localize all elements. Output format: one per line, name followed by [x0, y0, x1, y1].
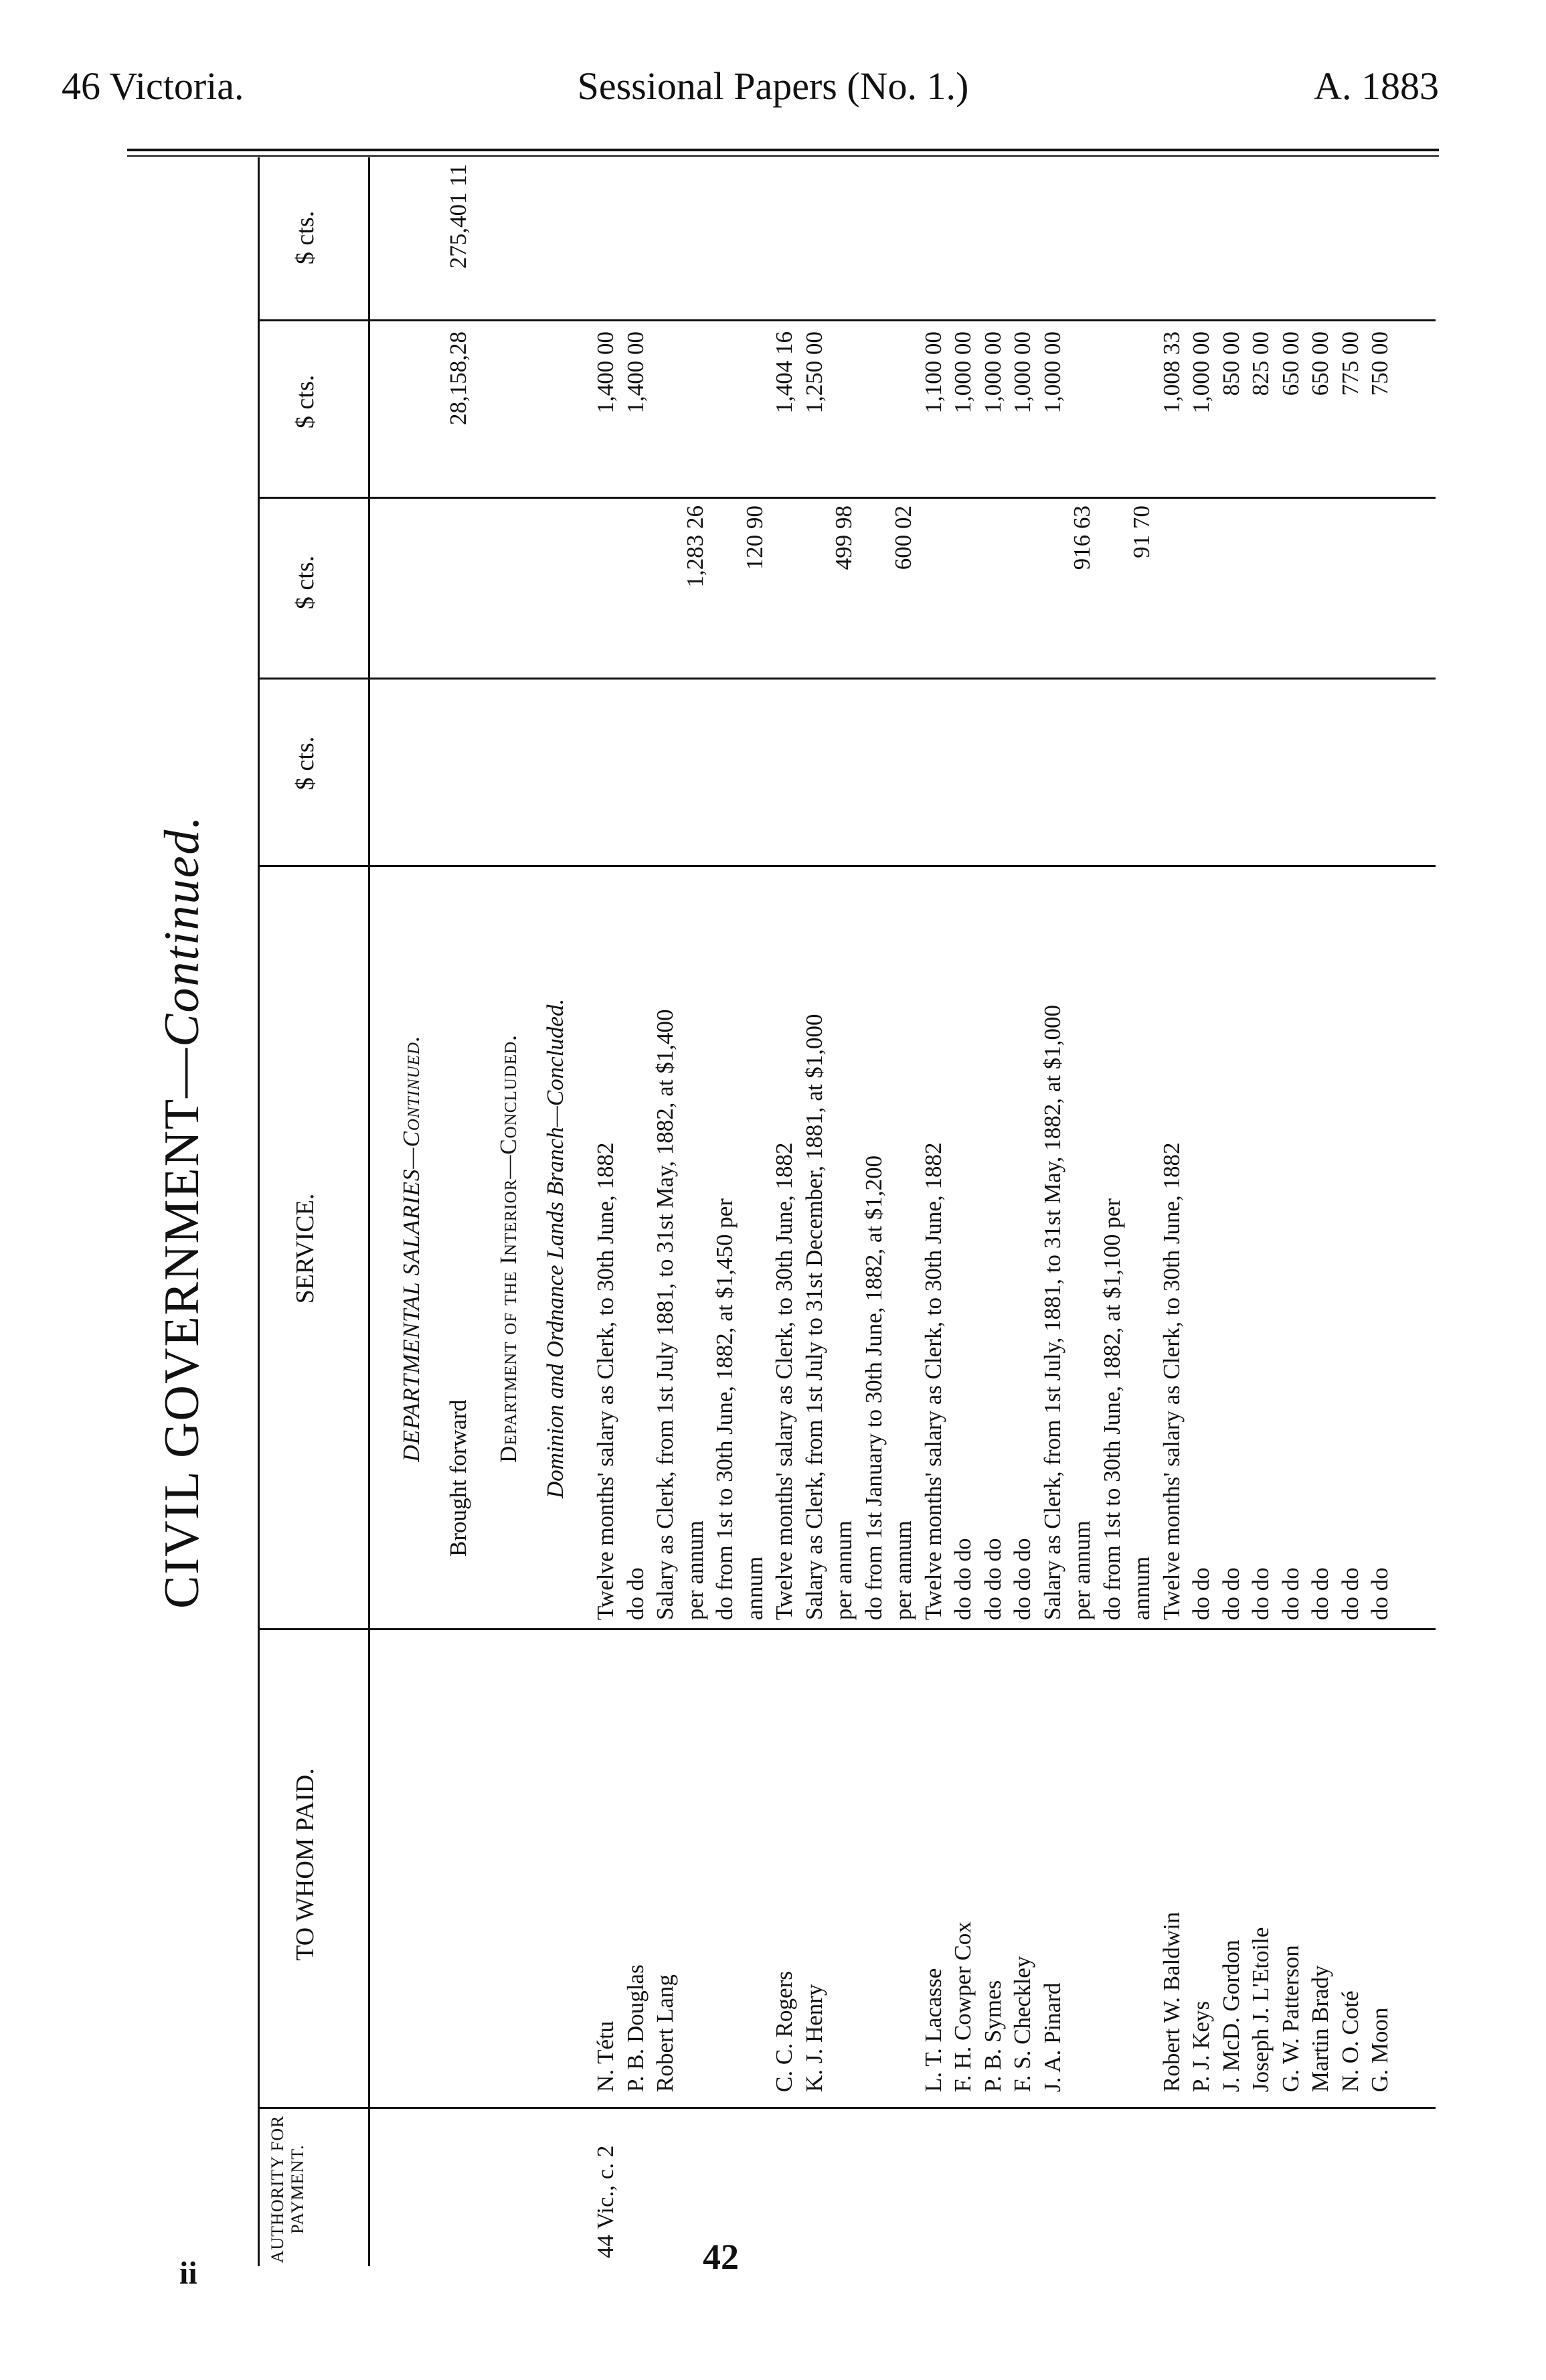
payee-cell: K. J. Henry: [800, 1984, 827, 2092]
table-row: [1248, 157, 1277, 2266]
payee-cell: J. McD. Gordon: [1217, 1939, 1244, 2092]
table-row: [950, 157, 979, 2266]
table-row: [980, 157, 1009, 2266]
payee-cell: F. S. Checkley: [1009, 1956, 1035, 2092]
payee-cell: N. O. Coté: [1337, 1990, 1363, 2092]
table-row: [1367, 157, 1396, 2266]
top-border: [258, 157, 260, 2266]
service-cell: Salary as Clerk, from 1st July, 1881, to 31st May, 1882, at $1,000: [1039, 1005, 1065, 1620]
table-row: [652, 157, 681, 2266]
table-row: [861, 157, 890, 2266]
section-branch: [542, 157, 572, 2266]
amount-3-cell: 1,000 00: [979, 331, 1006, 414]
payee-cell: F. H. Cowper Cox: [950, 1921, 976, 2092]
amount-3-cell: 650 00: [1277, 331, 1304, 396]
header-left: 46 Victoria.: [62, 64, 244, 108]
column-divider: [258, 1628, 1436, 1630]
page-number: 42: [703, 2237, 739, 2277]
amount-2-cell: 91 70: [1128, 505, 1154, 558]
payee-cell: L. T. Lacasse: [920, 1968, 946, 2092]
amount-3-cell: 1,404 16: [771, 331, 797, 414]
table-row: [1188, 157, 1217, 2266]
service-cell: Twelve months' salary as Clerk, to 30th June, 1882: [592, 1142, 618, 1620]
amount-2-cell: 916 63: [1069, 505, 1095, 570]
payee-cell: C. C. Rogers: [771, 1971, 797, 2092]
payee-cell: Joseph J. L'Etoile: [1248, 1927, 1274, 2092]
table-row: [1337, 157, 1367, 2266]
service-cell: do do: [622, 1567, 649, 1620]
col-to-whom-paid: TO WHOM PAID.: [291, 1768, 319, 1961]
service-cell: per annum: [890, 1520, 916, 1620]
table-row: [711, 157, 741, 2266]
table-row: [1307, 157, 1337, 2266]
column-divider: [258, 865, 1436, 867]
payee-cell: N. Tétu: [592, 2020, 618, 2092]
table-row: [771, 157, 800, 2266]
service-cell: Salary as Clerk, from 1st July to 31st December, 1881, at $1,000: [800, 1014, 827, 1620]
payee-cell: P. B. Douglas: [622, 1964, 649, 2092]
col-amount-2: $ cts.: [291, 555, 319, 610]
amount-2-cell: 120 90: [741, 505, 768, 570]
col-authority: AUTHORITY FOR PAYMENT.: [268, 2115, 307, 2264]
service-cell: Twelve months' salary as Clerk, to 30th June, 1882: [920, 1142, 946, 1620]
amount-3-cell: 750 00: [1367, 331, 1393, 396]
service-cell: per annum: [831, 1520, 857, 1620]
table-row: [1158, 157, 1188, 2266]
amount-3-cell: 1,000 00: [1009, 331, 1035, 414]
page-header: [0, 0, 1546, 134]
service-cell: annum: [1128, 1556, 1154, 1620]
service-cell: Twelve months' salary as Clerk, to 30th June, 1882: [771, 1142, 797, 1620]
amount-3-cell: 850 00: [1217, 331, 1244, 396]
service-cell: do do: [1277, 1567, 1304, 1620]
amount-3-cell: 1,000 00: [950, 331, 976, 414]
service-cell: Salary as Clerk, from 1st July 1881, to 31st May, 1882, at $1,400: [652, 1009, 678, 1620]
section-dept-label: DEPARTMENTAL SALARIES—Continued.: [398, 1035, 424, 1462]
authority-cell: 44 Vic., c. 2: [592, 2145, 618, 2258]
table-row: [801, 157, 831, 2266]
service-cell: do from 1st January to 30th June, 1882, at $1,200: [860, 1155, 887, 1620]
payee-cell: Robert Lang: [652, 1974, 678, 2092]
service-cell: do do: [1188, 1567, 1214, 1620]
col-amount-1: $ cts.: [291, 736, 319, 791]
amount-3-cell: 650 00: [1307, 331, 1333, 396]
table-row: [1009, 157, 1039, 2266]
table-row: [890, 157, 920, 2266]
col-amount-3: $ cts.: [291, 374, 319, 429]
section-dept: [398, 157, 428, 2266]
column-divider: [258, 497, 1436, 499]
service-cell: do do do: [979, 1538, 1006, 1620]
service-cell: annum: [741, 1556, 768, 1620]
section-interior-label: Department of the Interior—Concluded.: [495, 1034, 521, 1463]
service-cell: do from 1st to 30th June, 1882, at $1,100 per: [1098, 1198, 1125, 1620]
payee-cell: P. B. Symes: [979, 1980, 1006, 2092]
service-cell: do do do: [950, 1538, 976, 1620]
table-row: [1069, 157, 1098, 2266]
amount-3-cell: 1,250 00: [800, 331, 827, 414]
service-cell: do do: [1307, 1567, 1333, 1620]
service-cell: per annum: [1069, 1520, 1095, 1620]
service-cell: per annum: [681, 1520, 708, 1620]
table-row: [831, 157, 860, 2266]
table-row: [1278, 157, 1307, 2266]
side-mark: ii: [179, 2255, 197, 2291]
brought-forward-label: Brought forward: [445, 1399, 471, 1557]
table-title: [154, 157, 211, 2266]
table-row: [1218, 157, 1248, 2266]
amount-2-cell: 600 02: [890, 505, 916, 570]
amount-3-cell: 1,400 00: [622, 331, 649, 414]
col-service: SERVICE.: [291, 1193, 319, 1304]
service-cell: do do: [1217, 1567, 1244, 1620]
payee-cell: J. A. Pinard: [1039, 1982, 1065, 2092]
payee-cell: P. J. Keys: [1188, 2000, 1214, 2092]
column-divider: [258, 319, 1436, 321]
header-rule-thin: [127, 155, 1439, 157]
table-row: [742, 157, 771, 2266]
header-right: A. 1883: [1314, 64, 1439, 108]
column-divider: [258, 678, 1436, 680]
service-cell: do do: [1367, 1567, 1393, 1620]
payee-cell: G. W. Patterson: [1277, 1945, 1304, 2092]
amount-3-cell: 1,100 00: [920, 331, 946, 414]
table-row: [1128, 157, 1158, 2266]
amount-3-cell: 1,008 33: [1158, 331, 1185, 414]
amount-3-cell: 825 00: [1248, 331, 1274, 396]
header-center: Sessional Papers (No. 1.): [577, 64, 969, 108]
table-row: [1039, 157, 1069, 2266]
section-interior: [495, 157, 525, 2266]
amount-3-cell: 775 00: [1337, 331, 1363, 396]
header-divider: [368, 157, 370, 2266]
title-continued: Continued.: [155, 815, 209, 1047]
title-main: CIVIL GOVERNMENT—: [155, 1046, 209, 1609]
header-rule: [127, 149, 1439, 151]
payee-cell: Robert W. Baldwin: [1158, 1911, 1185, 2092]
table-row: [622, 157, 652, 2266]
table-row: [920, 157, 950, 2266]
service-cell: do do do: [1009, 1538, 1035, 1620]
brought-forward-amount-3: 28,158,28: [445, 331, 471, 425]
col-amount-4: $ cts.: [291, 210, 319, 265]
table-row: [592, 157, 622, 2266]
amount-2-cell: 499 98: [831, 505, 857, 570]
service-cell: do do: [1248, 1567, 1274, 1620]
amount-2-cell: 1,283 26: [681, 505, 708, 588]
column-divider: [258, 2107, 1436, 2109]
section-branch-label: Dominion and Ordnance Lands Branch—Concluded.: [542, 998, 568, 1499]
payee-cell: Martin Brady: [1307, 1965, 1333, 2092]
table-row: [682, 157, 711, 2266]
service-cell: Twelve months' salary as Clerk, to 30th June, 1882: [1158, 1142, 1185, 1620]
service-cell: do do: [1337, 1567, 1363, 1620]
amount-3-cell: 1,000 00: [1188, 331, 1214, 414]
table-row: [1099, 157, 1128, 2266]
service-cell: do from 1st to 30th June, 1882, at $1,450 per: [711, 1198, 738, 1620]
brought-forward-row: [445, 157, 475, 2266]
brought-forward-amount-4: 275,401 11: [445, 164, 471, 269]
amount-3-cell: 1,000 00: [1039, 331, 1065, 414]
payee-cell: G. Moon: [1367, 2007, 1393, 2092]
rotated-table: [131, 157, 1436, 2266]
amount-3-cell: 1,400 00: [592, 331, 618, 414]
